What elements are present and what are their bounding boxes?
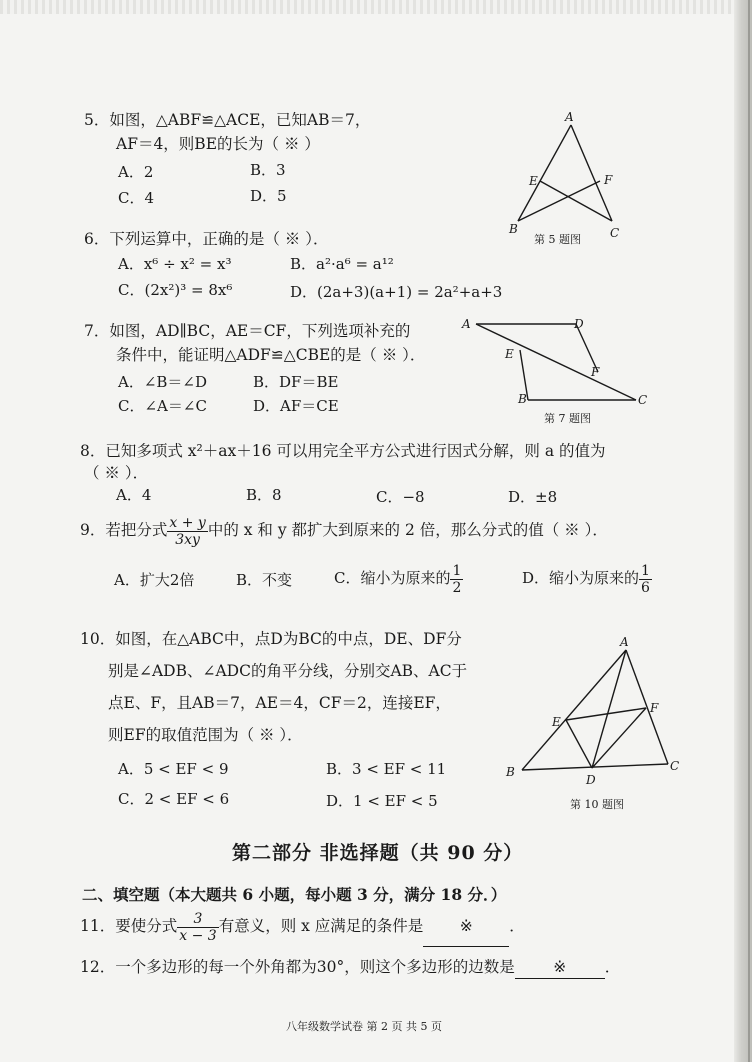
answer-blank[interactable]: ※ <box>515 956 605 979</box>
label-d: D <box>574 317 584 331</box>
question-number: 8． <box>80 442 106 460</box>
question-text: 有意义，则 x 应满足的条件是 <box>218 917 424 935</box>
option-c: C．2 < EF < 6 <box>118 790 230 808</box>
scan-edge-line <box>748 0 750 1062</box>
label-f: F <box>591 365 600 379</box>
label-b: B <box>506 765 515 779</box>
question-text: 别是∠ADB、∠ADC的角平分线，分别交AB、AC于 <box>108 662 468 680</box>
figure-caption: 第 7 题图 <box>544 412 591 425</box>
option-b: B．8 <box>246 486 282 504</box>
question-11: 11．要使分式 $\frac{3}{x - 3}$ 有意义，则 x 应满足的条件是 ※ ． <box>80 906 525 947</box>
figure-q10 <box>500 630 690 815</box>
question-text: AF＝4，则BE的长为（ ※ ） <box>116 135 320 153</box>
figure-caption: 第 10 题图 <box>570 798 624 811</box>
option-b: B．不变 <box>236 571 293 589</box>
label-a: A <box>620 635 629 649</box>
option-d: D．(2a+3)(a+1) = 2a²+a+3 <box>290 283 503 301</box>
question-text: 点E、F，且AB＝7，AE＝4，CF＝2，连接EF， <box>108 694 451 712</box>
option-d: D．AF＝CE <box>253 397 339 415</box>
question-number: 6． <box>84 230 110 248</box>
scan-noise <box>0 0 752 14</box>
question-text: 条件中，能证明△ADF≌△CBE的是（ ※ ）． <box>116 346 426 364</box>
option-a: A．扩大2倍 <box>114 571 195 589</box>
question-number: 12． <box>80 958 116 976</box>
option-a: A．∠B＝∠D <box>118 373 208 391</box>
question-text: 已知多项式 x²＋ax＋16 可以用完全平方公式进行因式分解，则 a 的值为 <box>105 442 606 460</box>
option-c: C．∠A＝∠C <box>118 397 207 415</box>
question-text: 如图，在△ABC中，点D为BC的中点，DE、DF分 <box>115 630 462 648</box>
option-b: B．3 <box>250 161 286 179</box>
question-text: 如图，AD∥BC，AE＝CF，下列选项补充的 <box>109 322 411 340</box>
option-d: D．缩小为原来的 $\frac{1}{6}$ <box>522 562 650 596</box>
label-d: D <box>586 773 596 787</box>
label-e: E <box>505 347 514 361</box>
question-text: 若把分式 <box>105 521 168 539</box>
label-f: F <box>604 173 613 187</box>
question-text: 要使分式 <box>115 917 178 935</box>
question-number: 10． <box>80 630 116 648</box>
option-a: A．4 <box>116 486 152 504</box>
label-b: B <box>518 392 527 406</box>
label-e: E <box>529 174 538 188</box>
option-c: C．(2x²)³ = 8x⁶ <box>118 281 233 299</box>
option-b: B．DF＝BE <box>253 373 339 391</box>
option-b: B．a²·a⁶ = a¹² <box>290 255 394 273</box>
fraction: $\frac{1}{6}$ <box>641 562 650 596</box>
option-d: D．±8 <box>508 488 558 506</box>
question-text: （ ※ ）． <box>84 464 149 482</box>
section-title: 第二部分 非选择题（共 90 分） <box>232 842 524 864</box>
question-number: 5． <box>84 111 110 129</box>
question-text: 下列运算中，正确的是（ ※ ）． <box>109 230 329 248</box>
option-c: C．缩小为原来的 $\frac{1}{2}$ <box>334 562 462 596</box>
label-e: E <box>552 715 561 729</box>
label-f: F <box>650 701 659 715</box>
option-a: A．5 < EF < 9 <box>118 760 229 778</box>
label-c: C <box>638 393 648 407</box>
question-12: 12．一个多边形的每一个外角都为30°，则这个多边形的边数是 ※ ． <box>80 956 620 979</box>
option-c: C．−8 <box>376 488 425 506</box>
option-a: A．x⁶ ÷ x² = x³ <box>118 255 232 273</box>
figure-q5 <box>500 105 630 250</box>
fraction: $\frac{3}{x - 3}$ <box>179 910 217 944</box>
label-a: A <box>565 110 574 124</box>
fraction: $\frac{x + y}{3xy}$ <box>169 514 206 548</box>
option-c: C．4 <box>118 189 155 207</box>
subsection-heading: 二、填空题（本大题共 6 小题，每小题 3 分，满分 18 分．） <box>82 885 507 904</box>
option-b: B．3 < EF < 11 <box>326 760 447 778</box>
label-a: A <box>462 317 471 331</box>
question-number: 9． <box>80 521 106 539</box>
figure-caption: 第 5 题图 <box>534 233 581 246</box>
option-a: A．2 <box>118 163 154 181</box>
label-c: C <box>670 759 680 773</box>
label-c: C <box>610 226 620 240</box>
label-b: B <box>509 222 518 236</box>
question-number: 7． <box>84 322 110 340</box>
question-number: 11． <box>80 917 116 935</box>
option-d: D．1 < EF < 5 <box>326 792 438 810</box>
answer-blank[interactable]: ※ <box>423 906 509 947</box>
question-text: 一个多边形的每一个外角都为30°，则这个多边形的边数是 <box>115 958 515 976</box>
figure-q7 <box>458 310 658 425</box>
option-d: D．5 <box>250 187 287 205</box>
question-text: 中的 x 和 y 都扩大到原来的 2 倍，那么分式的值（ ※ ）． <box>207 521 608 539</box>
question-text: 如图，△ABF≌△ACE，已知AB＝7， <box>109 111 371 129</box>
fraction: $\frac{1}{2}$ <box>452 562 462 596</box>
page-footer: 八年级数学试卷 第 2 页 共 5 页 <box>286 1020 442 1033</box>
question-text: 则EF的取值范围为（ ※ ）． <box>108 726 303 744</box>
